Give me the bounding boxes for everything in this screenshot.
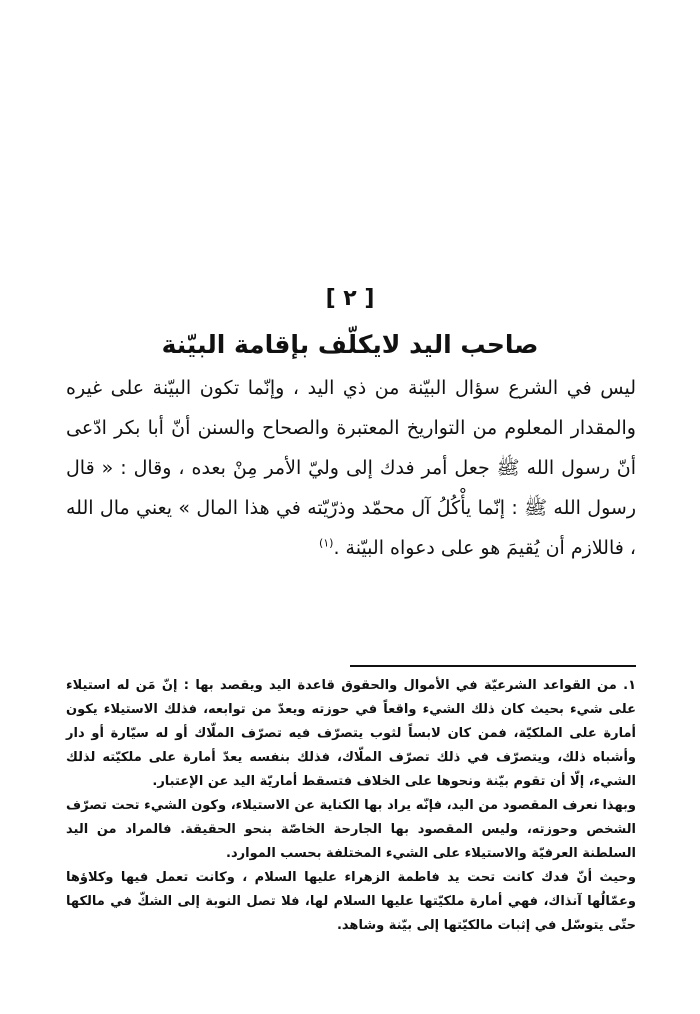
footnote-line: وحوزته، وليس المقصود بها الجارحة الخاصّة بنحو الحقيقة. فالمراد من اليد السلطنة العرفيّة والاستيلاء bbox=[66, 822, 636, 861]
footnote-line: ١. من القواعد الشرعيّة في الأموال والحقوق قاعدة اليد ويقصد بها : إنّ مَن له استيلاء على شيء بحيث كان bbox=[66, 678, 636, 717]
footnote-line: الإعتبار. bbox=[152, 774, 204, 789]
chapter-number: [ ٢ ] bbox=[325, 286, 375, 311]
footnote-paragraph bbox=[66, 674, 636, 794]
footnote-line: وحيث أنّ فدك كانت تحت يد فاطمة الزهراء عليها السلام ، وكانت تعمل فيها وكلاؤها وعمّالُها آنذاك، فهي أمارة bbox=[66, 870, 636, 909]
footnote-line: لثوب يتصرّف فيه تصرّف الملّاك أو له سيّارة أو دار وأشباه ذلك، ويتصرّف في ذلك تصرّف الملّاك، فذلك bbox=[66, 726, 636, 765]
footnote-line: ذلك الشيء واقعاً في حوزته ويعدّ من توابعه، فذلك الاستيلاء يكون أمارة على الملكيّة، فمن كان لابساً bbox=[66, 702, 636, 741]
footnote-paragraph bbox=[66, 794, 636, 866]
footnotes bbox=[66, 674, 636, 938]
footnote-divider bbox=[350, 665, 636, 667]
footnote-line: بنفسه يعدّ أمارة على ملكيّته لذلك الشيء، إلّا أن تقوم بيّنة ونحوها على الخلاف فتسقط أماريّة اليد عن bbox=[66, 750, 636, 789]
body-line: ليس في الشرع سؤال البيّنة من ذي اليد ، وإنّما تكون البيّنة على غيره والمقدار bbox=[66, 377, 636, 439]
body-line: جعل أمر فدك إلى وليّ الأمر مِنْ بعده ، وقال : « قال رسول الله ﷺ : إنّما يأْكُلُ آل bbox=[66, 457, 636, 519]
body-paragraph bbox=[66, 368, 636, 568]
chapter-title: صاحب اليد لايكلّف بإقامة البيّنة bbox=[161, 330, 539, 359]
footnote-line: وبهذا نعرف المقصود من اليد، فإنّه يراد بها الكناية عن الاستيلاء، وكون الشيء تحت تصرّف الشخص bbox=[66, 798, 637, 837]
footnote-line: ملكيّتها عليها السلام لها، فلا تصل النوبة إلى الشكّ في مالكها حتّى يتوسّل في إثبات مالكيّتها إلى بيّنة وشاهد. bbox=[66, 894, 636, 933]
body-line: المعلوم من التواريخ المعتبرة والصحاح والسنن أنّ أبا بكر ادّعى أنّ رسول الله ﷺ bbox=[66, 417, 637, 479]
body-line: محمّد وذرّيّته في هذا المال » يعني مال الله ، فاللازم أن يُقيمَ هو على دعواه البيّنة . bbox=[66, 497, 636, 559]
footnote-reference: (١) bbox=[318, 536, 334, 550]
footnote-line: على الشيء المختلفة بحسب الموارد. bbox=[226, 846, 461, 861]
footnote-paragraph bbox=[66, 866, 636, 938]
